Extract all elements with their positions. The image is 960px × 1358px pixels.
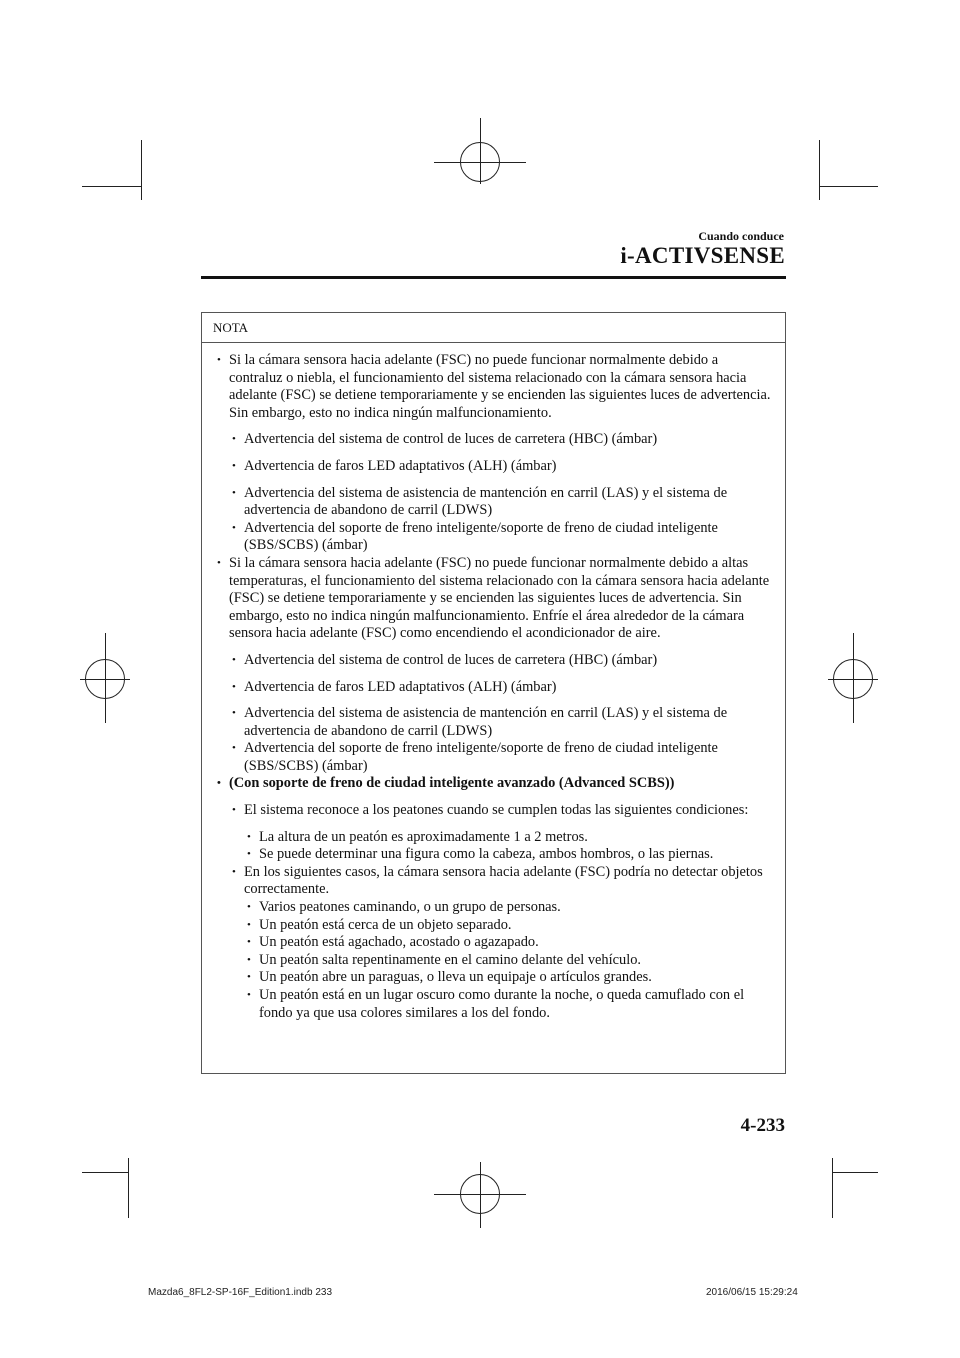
list-item: • Un peatón está agachado, acostado o agazapado. <box>244 934 775 952</box>
note-body <box>202 343 785 1022</box>
header-rule <box>201 276 786 279</box>
crop-mark <box>832 1172 878 1173</box>
list-item: • El sistema reconoce a los peatones cuando se cumplen todas las siguientes condiciones: <box>229 802 775 820</box>
crop-mark <box>105 633 106 723</box>
crop-mark <box>141 140 142 200</box>
list-item: • Si la cámara sensora hacia adelante (FSC) no puede funcionar normalmente debido a altas temperaturas, el funcionamiento del sistema relacionado con la cámara sensora hacia adelante (FSC) se detiene temporariamente y se encienden las siguientes luces de advertencia. Sin embargo, esto no indica ningún malfuncionamiento. Enfríe el área alrededor de la cámara sensora hacia adelante (FSC) como encendiendo el acondicionador de aire. <box>214 555 775 643</box>
list-item: • Advertencia del sistema de control de luces de carretera (HBC) (ámbar) <box>229 652 775 670</box>
list-item: • Varios peatones caminando, o un grupo de personas. <box>244 899 775 917</box>
list-item: • Advertencia del soporte de freno inteligente/soporte de freno de ciudad inteligente (SBS/SCBS) (ámbar) <box>229 520 775 555</box>
crop-mark <box>819 186 878 187</box>
note-heading: NOTA <box>202 313 785 343</box>
list-item: • (Con soporte de freno de ciudad inteligente avanzado (Advanced SCBS)) <box>214 775 775 793</box>
list-item: • Un peatón salta repentinamente en el camino delante del vehículo. <box>244 952 775 970</box>
page-number: 4-233 <box>740 1115 785 1136</box>
list-item: • Un peatón está cerca de un objeto separado. <box>244 917 775 935</box>
list-item: • Advertencia de faros LED adaptativos (ALH) (ámbar) <box>229 458 775 476</box>
crop-mark <box>480 118 481 184</box>
list-item: • Advertencia del sistema de asistencia de mantención en carril (LAS) y el sistema de advertencia de abandono de carril (LDWS) <box>229 705 775 740</box>
list-item: • Advertencia del sistema de control de luces de carretera (HBC) (ámbar) <box>229 431 775 449</box>
crop-mark <box>853 633 854 723</box>
list-item: • Advertencia de faros LED adaptativos (ALH) (ámbar) <box>229 679 775 697</box>
crop-mark <box>82 186 141 187</box>
footer-timestamp: 2016/06/15 15:29:24 <box>706 1287 798 1298</box>
list-item: • Un peatón está en un lugar oscuro como durante la noche, o queda camuflado con el fondo ya que usa colores similares a los del fondo. <box>244 987 775 1022</box>
footer-filename: Mazda6_8FL2-SP-16F_Edition1.indb 233 <box>148 1287 333 1298</box>
list-item: • Advertencia del soporte de freno inteligente/soporte de freno de ciudad inteligente (SBS/SCBS) (ámbar) <box>229 740 775 775</box>
crop-mark <box>128 1158 129 1218</box>
crop-mark <box>480 1162 481 1228</box>
list-item: • La altura de un peatón es aproximadamente 1 a 2 metros. <box>244 829 775 847</box>
crop-mark <box>819 140 820 200</box>
section-label: Cuando conduce <box>698 229 784 243</box>
list-item: • Advertencia del sistema de asistencia de mantención en carril (LAS) y el sistema de advertencia de abandono de carril (LDWS) <box>229 485 775 520</box>
list-item: • En los siguientes casos, la cámara sensora hacia adelante (FSC) podría no detectar objetos correctamente. <box>229 864 775 899</box>
note-box <box>201 312 786 1074</box>
list-item: • Un peatón abre un paraguas, o lleva un equipaje o artículos grandes. <box>244 969 775 987</box>
list-item: • Si la cámara sensora hacia adelante (FSC) no puede funcionar normalmente debido a contraluz o niebla, el funcionamiento del sistema relacionado con la cámara sensora hacia adelante (FSC) se detiene temporariamente y se encienden las siguientes luces de advertencia. Sin embargo, esto no indica ningún malfuncionamiento. <box>214 352 775 422</box>
list-item: • Se puede determinar una figura como la cabeza, ambos hombros, o las piernas. <box>244 846 775 864</box>
crop-mark <box>832 1158 833 1218</box>
page-title: i-ACTIVSENSE <box>620 243 785 268</box>
crop-mark <box>82 1172 128 1173</box>
